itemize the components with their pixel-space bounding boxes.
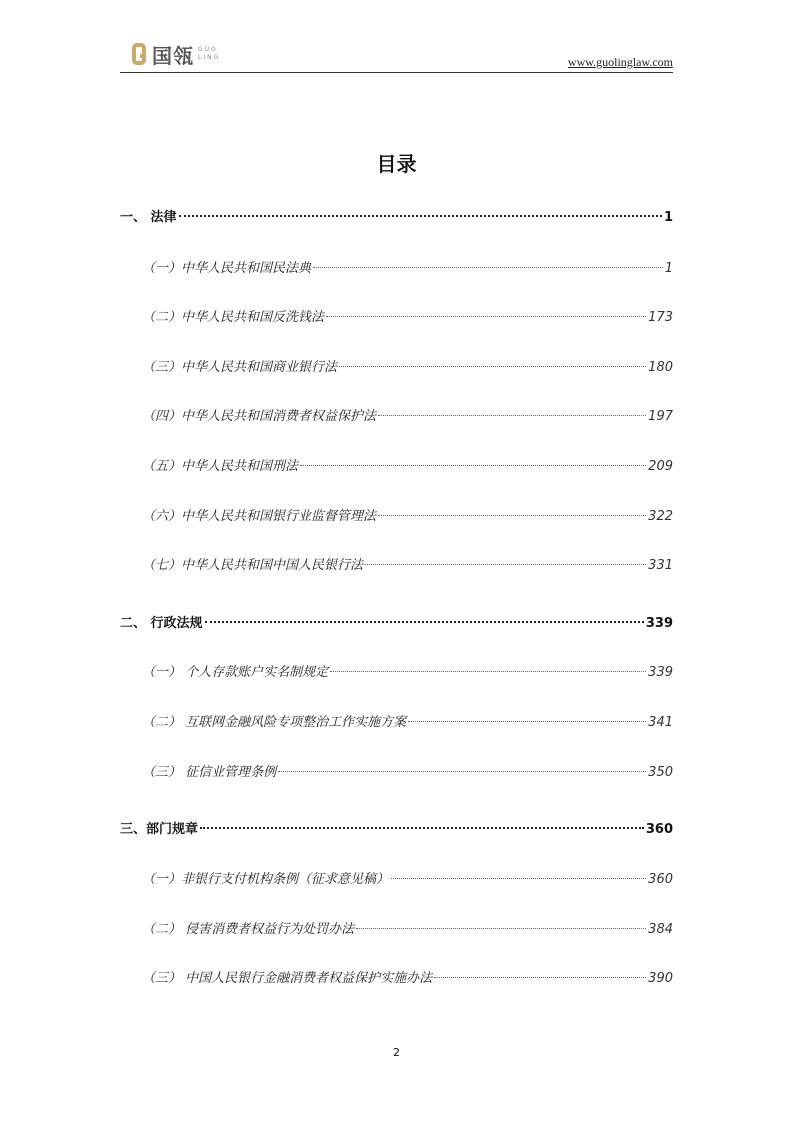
- toc-entry[interactable]: [142, 967, 673, 987]
- toc-entry[interactable]: [142, 257, 673, 277]
- toc-entry-page: 350: [648, 765, 673, 780]
- toc-leader-dots: [378, 415, 646, 416]
- toc-entry-page: 209: [648, 459, 673, 474]
- toc-entry[interactable]: [142, 918, 673, 938]
- toc-entry-label: （一） 个人存款账户实名制规定: [142, 665, 329, 680]
- toc-entry-label: （一）中华人民共和国民法典: [142, 261, 312, 276]
- toc-leader-dots: [408, 721, 646, 722]
- toc-entry-label: 一、 法律: [120, 210, 177, 225]
- toc-entry-label: （二）中华人民共和国反洗钱法: [142, 310, 325, 325]
- toc-leader-dots: [330, 671, 646, 672]
- toc-leader-dots: [434, 977, 646, 978]
- toc-entry-label: （三） 中国人民银行金融消费者权益保护实施办法: [142, 971, 433, 986]
- toc-leader-dots: [326, 316, 646, 317]
- toc-entry-label: （三）中华人民共和国商业银行法: [142, 360, 338, 375]
- page-number: 2: [393, 1046, 400, 1059]
- toc-leader-dots: [356, 928, 646, 929]
- toc-entry-page: 384: [648, 922, 673, 937]
- toc-entry-label: 二、 行政法规: [120, 616, 203, 631]
- toc-entry[interactable]: [120, 818, 673, 838]
- page-header: [120, 36, 673, 73]
- toc-entry[interactable]: [142, 405, 673, 425]
- toc-entry-label: （四）中华人民共和国消费者权益保护法: [142, 409, 377, 424]
- toc-entry-page: 1: [664, 261, 673, 276]
- toc-entry-label: （三） 征信业管理条例: [142, 765, 277, 780]
- toc-entry[interactable]: [142, 868, 673, 888]
- toc-entry-page: 173: [648, 310, 673, 325]
- toc-entry-page: 1: [663, 210, 673, 225]
- toc-leader-dots: [391, 878, 646, 879]
- guoling-logo: [132, 40, 220, 68]
- toc-leader-dots: [300, 465, 646, 466]
- toc-entry[interactable]: [142, 306, 673, 326]
- toc-entry-label: （二） 互联网金融风险专项整治工作实施方案: [142, 715, 407, 730]
- toc-entry-label: 三、部门规章: [120, 822, 199, 837]
- toc-entry-page: 341: [648, 715, 673, 730]
- toc-entry[interactable]: [142, 455, 673, 475]
- toc-entry[interactable]: [142, 661, 673, 681]
- logo-text: 国瓴: [152, 43, 194, 68]
- toc-leader-dots: [365, 564, 646, 565]
- toc-leader-dots: [278, 771, 646, 772]
- toc-entry-page: 339: [648, 665, 673, 680]
- logo-english: [198, 46, 220, 62]
- toc-entry[interactable]: [120, 206, 673, 226]
- toc-entry-page: 331: [648, 558, 673, 573]
- website-link[interactable]: www.guolinglaw.com: [567, 55, 673, 69]
- toc-leader-dots: [179, 215, 662, 217]
- toc-entry-page: 180: [648, 360, 673, 375]
- toc-entry[interactable]: [142, 711, 673, 731]
- logo-mark-icon: [132, 43, 146, 65]
- toc-entry-page: 390: [648, 971, 673, 986]
- page-title: 目录: [376, 152, 417, 176]
- toc-entry-label: （一）非银行支付机构条例（征求意见稿）: [142, 872, 390, 887]
- toc-leader-dots: [313, 267, 663, 268]
- toc-entry-page: 197: [648, 409, 673, 424]
- toc-entry-page: 360: [645, 822, 673, 837]
- toc-entry[interactable]: [142, 554, 673, 574]
- toc-entry[interactable]: [120, 612, 673, 632]
- toc-entry[interactable]: [142, 505, 673, 525]
- toc-entry-label: （七）中华人民共和国中国人民银行法: [142, 558, 364, 573]
- toc-entry-label: （二） 侵害消费者权益行为处罚办法: [142, 922, 355, 937]
- toc-leader-dots: [200, 827, 644, 829]
- toc-entry-label: （五）中华人民共和国刑法: [142, 459, 299, 474]
- toc-entry-page: 360: [648, 872, 673, 887]
- toc-entry-page: 322: [648, 509, 673, 524]
- toc-entry[interactable]: [142, 356, 673, 376]
- logo-en-line2: LING: [198, 54, 221, 61]
- logo-en-line1: GUO: [198, 46, 218, 53]
- toc-leader-dots: [205, 621, 644, 623]
- toc-entry[interactable]: [142, 761, 673, 781]
- toc-entry-label: （六）中华人民共和国银行业监督管理法: [142, 509, 377, 524]
- toc-entry-page: 339: [645, 616, 673, 631]
- toc-leader-dots: [378, 515, 646, 516]
- toc-leader-dots: [339, 366, 646, 367]
